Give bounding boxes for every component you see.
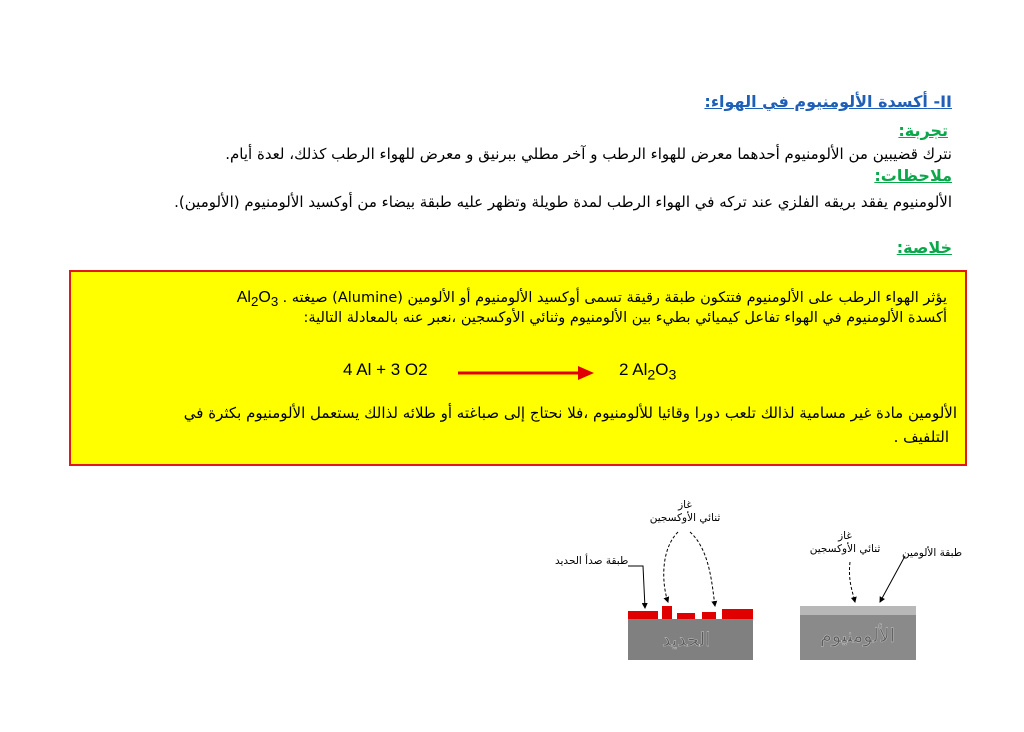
alumina-layer-label: طبقة الألومين	[902, 547, 963, 559]
aluminium-block-label: الألومنيوم	[820, 625, 895, 647]
section-title: أكسدة الألومنيوم في الهواء:	[704, 92, 928, 111]
experiment-heading: تجربة:	[898, 121, 948, 140]
diagram-arrows	[550, 490, 970, 670]
alumina-formula: $Al_2O_3$ .	[236, 289, 288, 310]
oxidation-diagram	[550, 490, 970, 670]
conclusion-line-2: أكسدة الألومنيوم في الهواء تفاعل كيميائي بطيء بين الألومنيوم وثنائي الأوكسجين ،نعبر عنه بالمعادلة التالية:	[303, 310, 947, 326]
section-number: II	[940, 92, 952, 111]
equation-reactants: 4 Al + 3 O2	[343, 360, 428, 379]
conclusion-box	[69, 270, 967, 466]
iron-block-label: الحديد	[662, 629, 711, 651]
section-heading: II- أكسدة الألومنيوم في الهواء:	[704, 92, 952, 111]
gas-label-aluminium: غاز ثنائي الأوكسجين	[809, 530, 881, 556]
rust-layer-label: طبقة صدأ الحديد	[555, 555, 629, 567]
conclusion-heading: خلاصة:	[896, 238, 952, 257]
equation-product: 2 $Al_2O_3$	[619, 360, 677, 384]
observations-heading: ملاحظات:	[874, 166, 952, 185]
conclusion-line-1	[237, 289, 947, 309]
conclusion-line-3: الألومين مادة غير مسامية لذالك تلعب دورا وقائيا للألومنيوم ،فلا نحتاج إلى صباغته أو طلائه لذالك يستعمل الألومنيوم بكثرة في	[183, 404, 957, 422]
reaction-arrow	[456, 361, 596, 385]
gas-label-iron: غاز ثنائي الأوكسجين	[649, 499, 721, 525]
conclusion-line-1-text: يؤثر الهواء الرطب على الألومنيوم فتتكون طبقة رقيقة تسمى أوكسيد الألومنيوم أو الألومين (Alumine) صيغته	[291, 290, 947, 306]
observations-text: الألومنيوم يفقد بريقه الفلزي عند تركه في الهواء الرطب لمدة طويلة وتظهر عليه طبقة بيضاء من أوكسيد الألومنيوم (الألومين).	[174, 193, 952, 211]
conclusion-line-4: التلفيف .	[893, 428, 949, 446]
experiment-text: نترك قضيبين من الألومنيوم أحدهما معرض للهواء الرطب و آخر مطلي ببرنيق و معرض للهواء الرطب كذلك، لعدة أيام.	[225, 145, 952, 163]
